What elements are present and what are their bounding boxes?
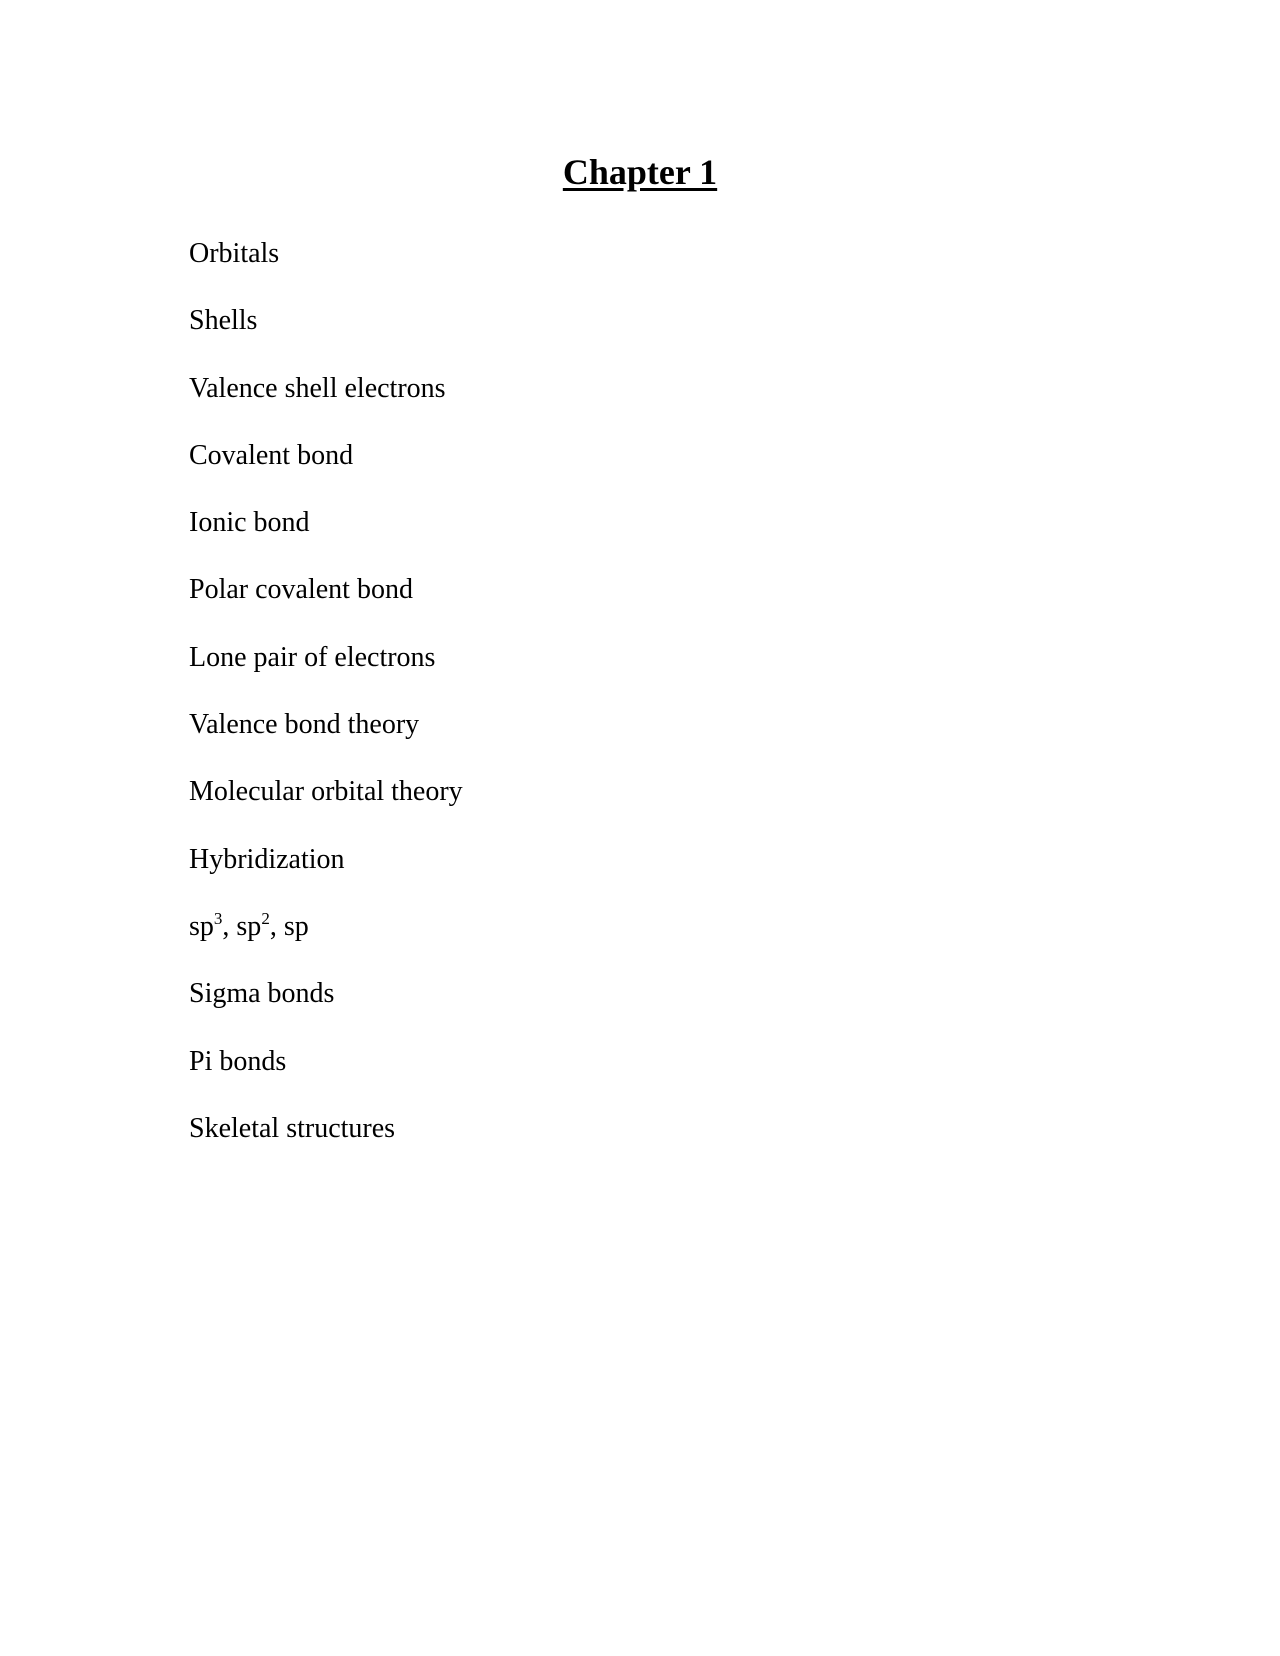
term-item: Polar covalent bond [189,574,413,606]
hybrid-orbitals-item [189,910,463,977]
chapter-title: Chapter 1 [562,152,718,192]
term-item: Shells [189,305,258,337]
hybrid-part: , sp [269,910,309,942]
superscript: 2 [261,908,270,928]
term-item: Valence shell electrons [189,372,446,404]
hybrid-part: , sp [222,910,262,942]
term-item: Sigma bonds [189,978,335,1010]
term-item: Ionic bond [189,507,310,539]
term-item: Lone pair of electrons [189,641,436,673]
term-item: Valence bond theory [189,709,420,741]
term-item: Molecular orbital theory [189,776,463,808]
term-item: Covalent bond [189,439,354,471]
term-list [189,237,463,1179]
term-item: Hybridization [189,843,345,875]
superscript: 3 [213,908,223,928]
hybrid-part: sp [189,910,214,942]
term-item: Orbitals [189,238,280,269]
term-item: Pi bonds [189,1045,287,1077]
term-item: Skeletal structures [189,1112,396,1144]
